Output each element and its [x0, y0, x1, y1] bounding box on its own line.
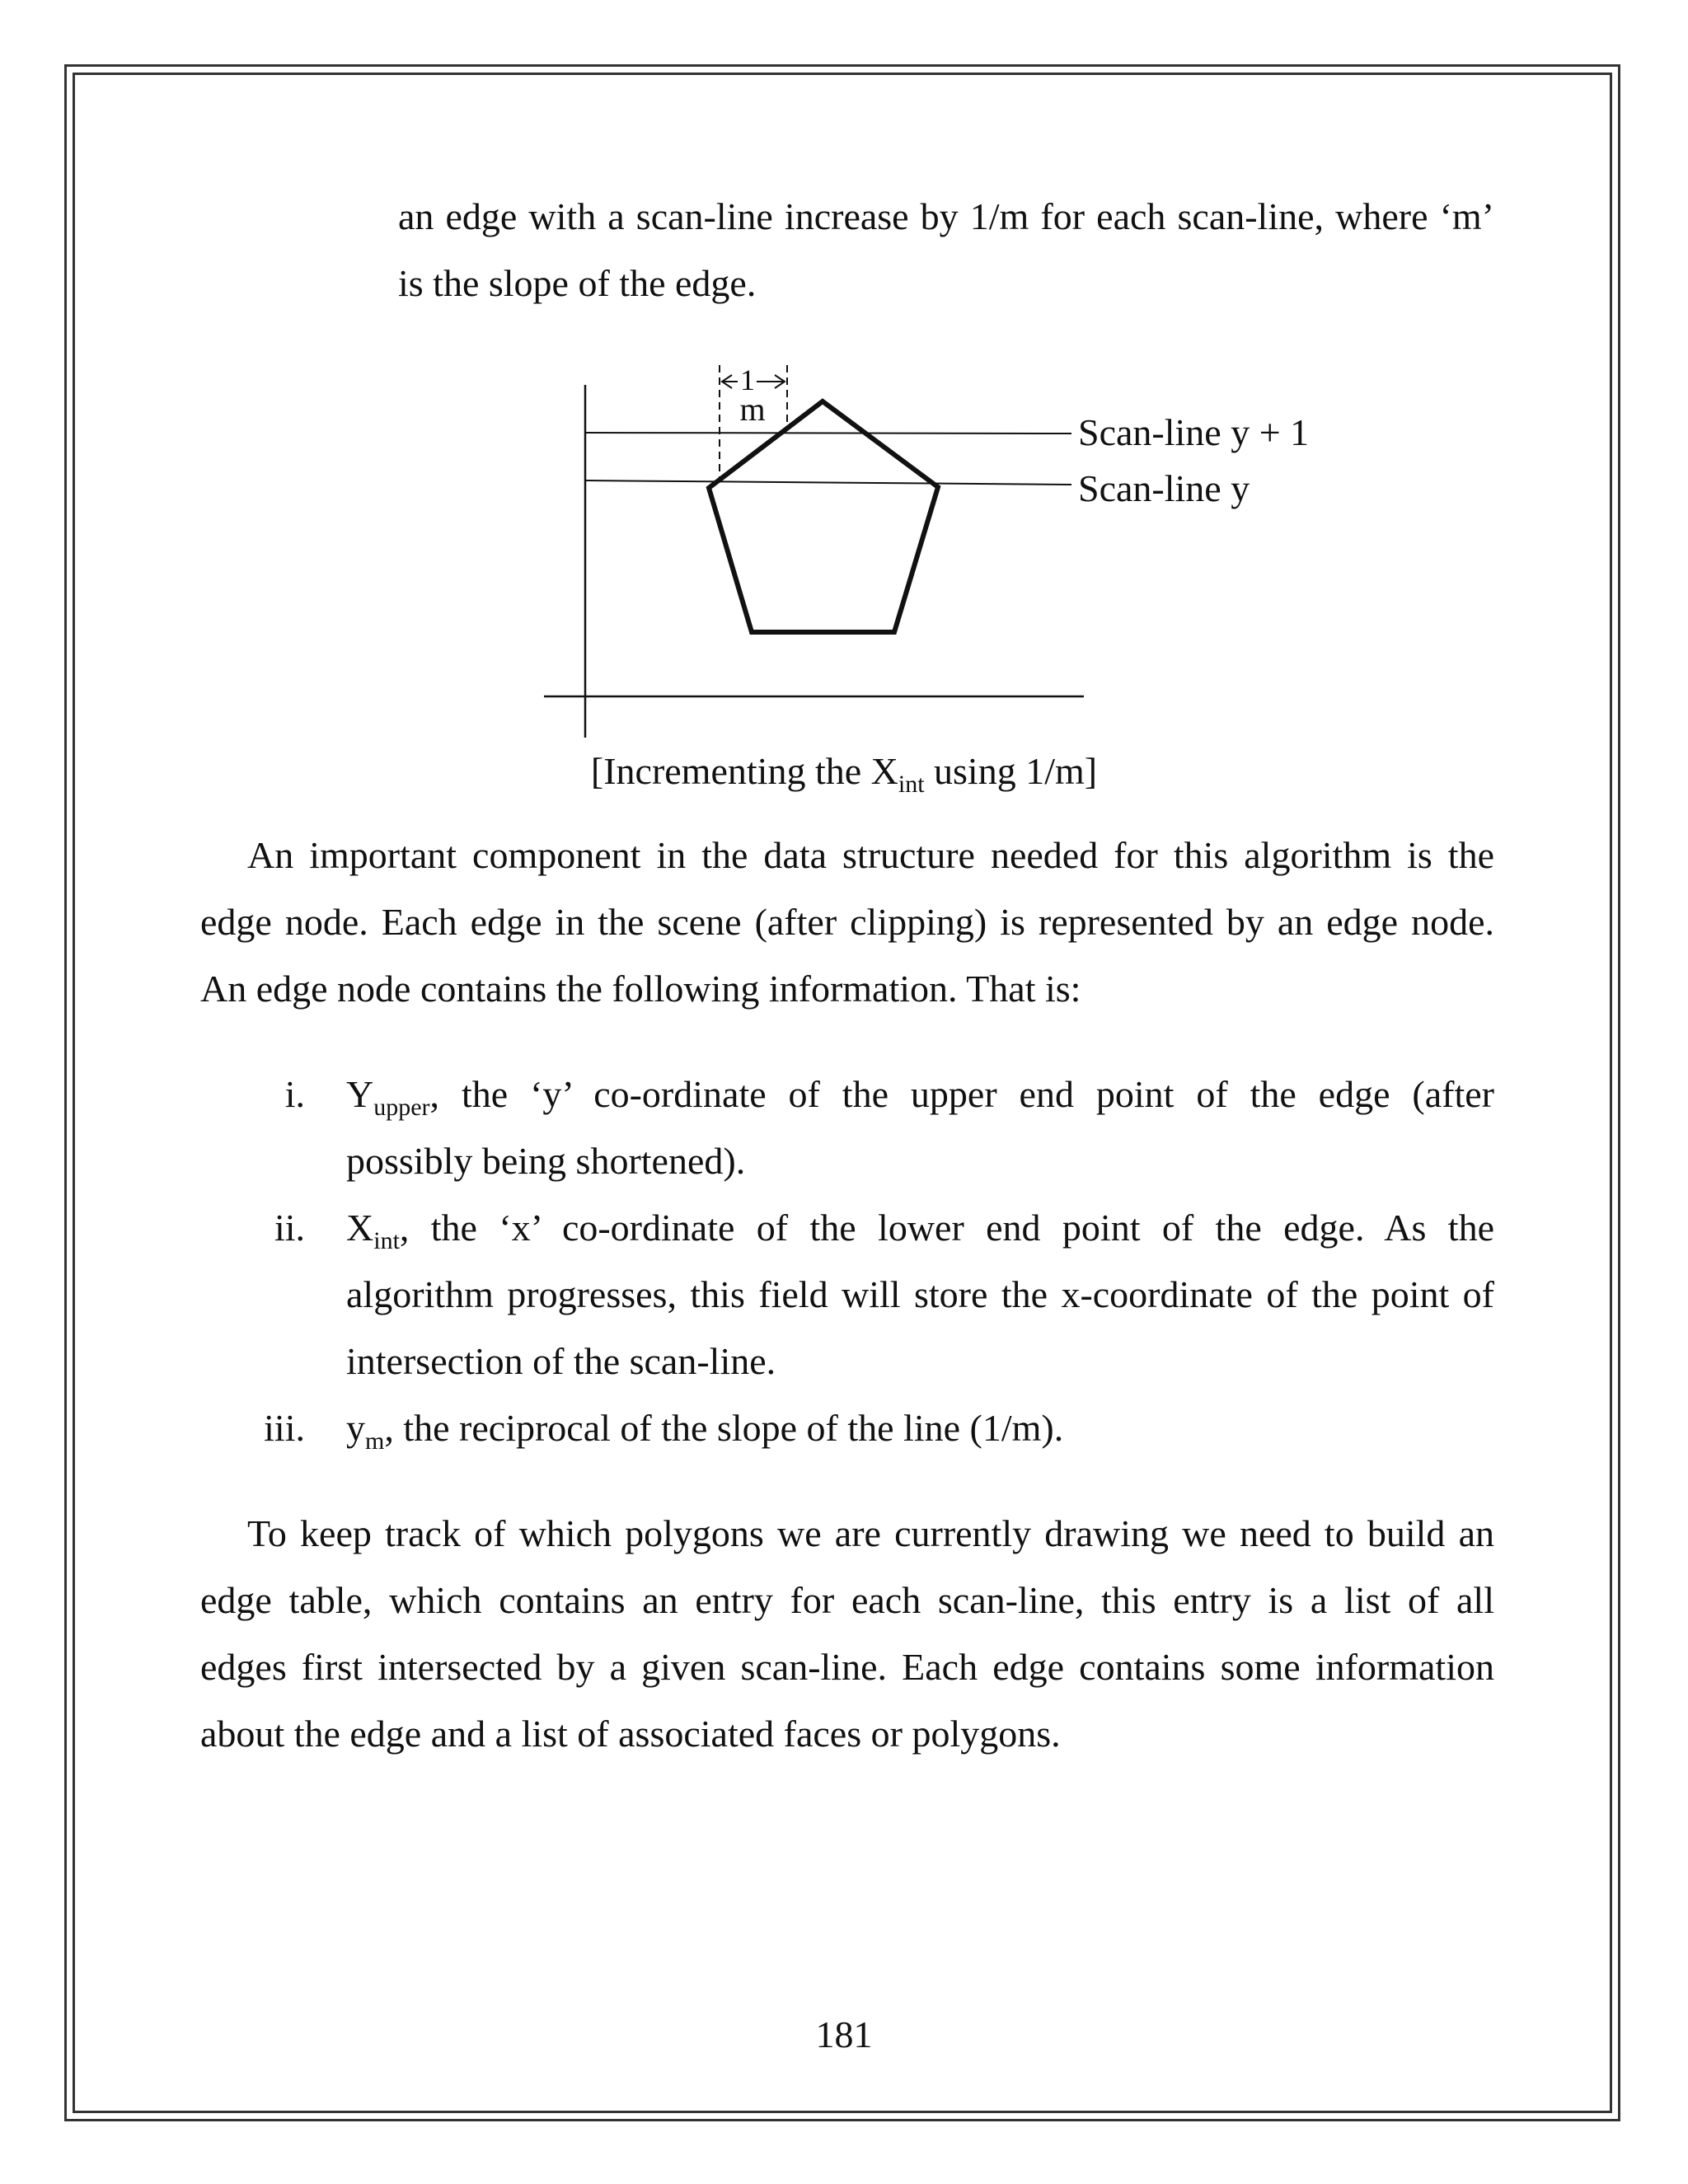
- scanline-diagram: [528, 350, 1319, 746]
- list-number-3: iii.: [264, 1407, 305, 1449]
- list-3-var: y: [346, 1407, 365, 1449]
- scanline-upper-label: Scan-line y + 1: [1078, 411, 1310, 453]
- scanline-upper-line: [585, 433, 1071, 434]
- list-item-1: [346, 1061, 1494, 1194]
- list-item-3: [346, 1394, 1494, 1461]
- paragraph-edge-node: [200, 822, 1494, 1022]
- list-1-line1: , the ‘y’ co-ordinate of the upper end point of the edge (after: [429, 1073, 1494, 1115]
- list-2-sub: int: [373, 1227, 400, 1254]
- label-denominator: m: [739, 391, 766, 428]
- para1-line-1: An important component in the data structure needed for this algorithm is the: [247, 834, 1494, 876]
- para2-line-1: To keep track of which polygons we are currently drawing we need to build an: [247, 1512, 1494, 1554]
- list-3-sub: m: [365, 1427, 385, 1455]
- para2-line-2: edge table, which contains an entry for each scan-line, this entry is a list of all: [200, 1579, 1494, 1621]
- para2-line-3: edges first intersected by a given scan-line. Each edge contains some information: [200, 1646, 1494, 1688]
- intro-line-1: an edge with a scan-line increase by 1/m for each scan-line, where ‘m’: [398, 195, 1494, 237]
- list-1-line2: possibly being shortened).: [346, 1140, 746, 1182]
- list-3-line1: , the reciprocal of the slope of the line (1/m).: [384, 1407, 1064, 1449]
- para1-line-2: edge node. Each edge in the scene (after clipping) is represented by an edge node.: [200, 901, 1494, 943]
- list-2-line1: , the ‘x’ co-ordinate of the lower end point of the edge. As the: [399, 1207, 1494, 1249]
- list-number-1: i.: [284, 1073, 305, 1115]
- list-1-sub: upper: [373, 1094, 430, 1121]
- page-number: 181: [815, 2013, 873, 2055]
- figure-caption: [0, 738, 1688, 804]
- caption-pre: [Incrementing the X: [590, 750, 898, 792]
- list-2-line2: algorithm progresses, this field will store the x-coordinate of the point of: [346, 1273, 1494, 1315]
- list-2-var: X: [346, 1207, 374, 1249]
- para1-line-3: An edge node contains the following information. That is:: [200, 968, 1081, 1010]
- intro-line-2: is the slope of the edge.: [398, 262, 757, 304]
- caption-sub: int: [898, 771, 925, 798]
- label-numerator: 1: [740, 363, 755, 396]
- intro-paragraph: [398, 183, 1494, 316]
- para2-line-4: about the edge and a list of associated faces or polygons.: [200, 1713, 1061, 1755]
- list-2-line3: intersection of the scan-line.: [346, 1340, 776, 1382]
- paragraph-edge-table: [200, 1500, 1494, 1767]
- scanline-lower-line: [585, 480, 1071, 485]
- list-number-2: ii.: [274, 1207, 305, 1249]
- caption-post: using 1/m]: [924, 750, 1098, 792]
- list-item-2: [346, 1194, 1494, 1394]
- pentagon-polygon: [709, 401, 938, 632]
- list-1-var: Y: [346, 1073, 374, 1115]
- scanline-lower-label: Scan-line y: [1078, 467, 1250, 509]
